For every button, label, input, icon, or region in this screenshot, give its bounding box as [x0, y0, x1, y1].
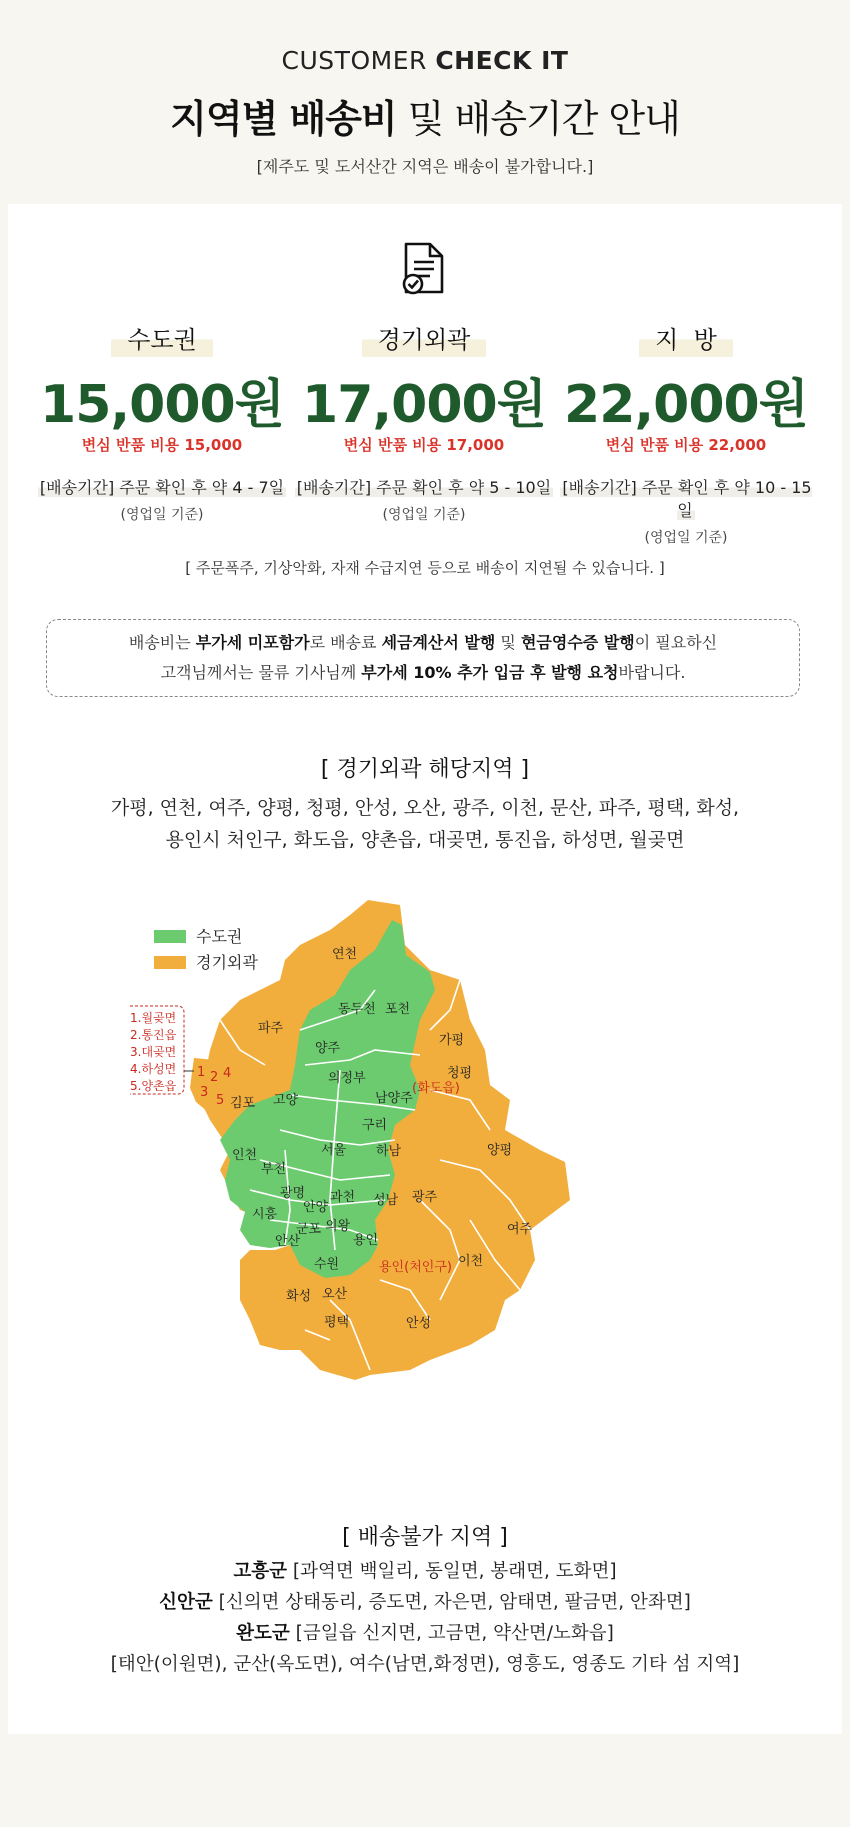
- callout-item: 3.대곶면: [130, 1045, 177, 1059]
- outer-area-line: 가평, 연천, 여주, 양평, 청평, 안성, 오산, 광주, 이천, 문산, 파주, 평택, 화성,: [110, 797, 740, 819]
- map-label-gwangju: 광주: [412, 1190, 438, 1205]
- map-label-bucheon: 부천: [261, 1162, 287, 1177]
- no-delivery-row: 고흥군 [과역면 백일리, 동일면, 봉래면, 도화면]: [233, 1561, 617, 1582]
- price: 17,000원: [302, 375, 546, 435]
- delivery-period: [배송기간] 주문 확인 후 약 5 - 10일: [296, 478, 552, 497]
- delivery-period: [배송기간] 주문 확인 후 약 4 - 7일: [39, 478, 285, 497]
- callout-item: 2.통진읍: [130, 1028, 177, 1042]
- marker-3: 3: [200, 1085, 209, 1100]
- map-label-pocheon: 포천: [385, 1002, 411, 1017]
- legend-swatch-outer: [154, 956, 186, 969]
- map-label-guri: 구리: [362, 1118, 388, 1133]
- region-label: 수도권: [111, 318, 213, 357]
- callout-item: 4.하성면: [130, 1062, 177, 1076]
- return-cost: 변심 반품 비용 22,000: [605, 436, 767, 454]
- vat-line-1: 배송비는 부가세 미포함가로 배송료 세금계산서 발행 및 현금영수증 발행이 필요하신: [128, 633, 718, 652]
- price: 22,000원: [564, 375, 808, 435]
- region-map: [130, 900, 690, 1490]
- no-delivery-title: [ 배송불가 지역 ]: [342, 1525, 508, 1550]
- rate-column-outer: [294, 318, 554, 524]
- map-label-hanam: 하남: [376, 1144, 402, 1159]
- map-label-seoul: 서울: [321, 1143, 347, 1158]
- no-delivery-list: [0, 1556, 850, 1680]
- outer-area-list: [0, 792, 850, 856]
- map-label-suwon: 수원: [314, 1257, 340, 1272]
- map-label-gwacheon: 과천: [330, 1190, 356, 1205]
- map-label-uijeongbu: 의정부: [328, 1071, 366, 1086]
- delivery-period: [배송기간] 주문 확인 후 약 10 - 15일: [562, 478, 812, 520]
- map-label-siheung: 시흥: [252, 1207, 278, 1222]
- map-label-yangju: 양주: [315, 1041, 341, 1056]
- rate-column-capital: [32, 318, 292, 524]
- document-check-icon: [400, 242, 446, 296]
- rate-column-local: [556, 318, 816, 547]
- marker-2: 2: [210, 1070, 219, 1085]
- map-label-cheoin: 용인(처인구): [379, 1260, 452, 1275]
- map-label-gunpo: 군포: [296, 1222, 322, 1237]
- legend-swatch-capital: [154, 930, 186, 943]
- return-cost: 변심 반품 비용 17,000: [343, 436, 505, 454]
- eyebrow: CUSTOMER CHECK IT: [281, 46, 569, 75]
- business-days: (영업일 기준): [644, 530, 728, 546]
- map-label-icheon: 이천: [458, 1254, 484, 1269]
- legend-outer: 경기외곽: [196, 953, 258, 972]
- map-label-ansan: 안산: [275, 1234, 301, 1249]
- page-title: 지역별 배송비 및 배송기간 안내: [170, 97, 680, 141]
- callout-item: 5.양촌읍: [130, 1079, 177, 1093]
- region-label: 지 방: [639, 318, 733, 357]
- map-label-gwangmyeong: 광명: [280, 1186, 306, 1201]
- outer-area-line: 용인시 처인구, 화도읍, 양촌읍, 대곶면, 통진읍, 하성면, 월곶면: [165, 829, 685, 851]
- legend-capital: 수도권: [196, 927, 243, 946]
- map-label-yangpyeong: 양평: [487, 1143, 513, 1158]
- map-label-incheon: 인천: [232, 1148, 258, 1163]
- vat-notice-box: [46, 619, 800, 697]
- no-delivery-row: 신안군 [신의면 상태동리, 증도면, 자은면, 암태면, 팔금면, 안좌면]: [159, 1592, 691, 1613]
- map-label-yongin: 용인: [353, 1233, 379, 1248]
- jeju-notice: [제주도 및 도서산간 지역은 배송이 불가합니다.]: [256, 157, 594, 176]
- map-label-anyang: 안양: [303, 1200, 329, 1215]
- map-label-uiwang: 의왕: [325, 1219, 351, 1234]
- map-label-seongnam: 성남: [373, 1193, 399, 1208]
- map-label-gimpo: 김포: [230, 1096, 256, 1111]
- business-days: (영업일 기준): [382, 507, 466, 523]
- callout-item: 1.월곶면: [130, 1011, 177, 1025]
- map-label-goyang: 고양: [273, 1093, 299, 1108]
- outer-area-title: [ 경기외곽 해당지역 ]: [320, 757, 530, 782]
- delay-note: [ 주문폭주, 기상악화, 자재 수급지연 등으로 배송이 지연될 수 있습니다. ]: [185, 559, 665, 577]
- region-label: 경기외곽: [362, 318, 487, 357]
- business-days: (영업일 기준): [120, 507, 204, 523]
- marker-4: 4: [223, 1066, 232, 1081]
- map-label-pyeongtaek: 평택: [324, 1315, 350, 1330]
- vat-line-2: 고객님께서는 물류 기사님께 부가세 10% 추가 입금 후 발행 요청바랍니다.: [160, 663, 686, 682]
- map-label-hwaseong: 화성: [286, 1289, 312, 1304]
- map-label-osan: 오산: [322, 1287, 348, 1302]
- map-label-cheongpyeong: 청평: [447, 1066, 473, 1081]
- price: 15,000원: [40, 375, 284, 435]
- map-label-yeoncheon: 연천: [332, 947, 358, 962]
- no-delivery-row: [태안(이원면), 군산(옥도면), 여수(남면,화정면), 영흥도, 영종도 기타 섬 지역]: [110, 1654, 740, 1675]
- marker-1: 1: [197, 1065, 206, 1080]
- map-label-anseong: 안성: [406, 1316, 432, 1331]
- map-label-namyangju: 남양주: [375, 1091, 413, 1106]
- return-cost: 변심 반품 비용 15,000: [81, 436, 243, 454]
- map-label-yeoju: 여주: [507, 1222, 533, 1237]
- map-label-gapyeong: 가평: [439, 1033, 465, 1048]
- map-label-dongducheon: 동두천: [338, 1002, 376, 1017]
- no-delivery-row: 완도군 [금일읍 신지면, 고금면, 약산면/노화읍]: [236, 1623, 614, 1644]
- map-label-hwado: (화도읍): [412, 1081, 460, 1096]
- map-label-paju: 파주: [258, 1021, 284, 1036]
- marker-5: 5: [216, 1093, 225, 1108]
